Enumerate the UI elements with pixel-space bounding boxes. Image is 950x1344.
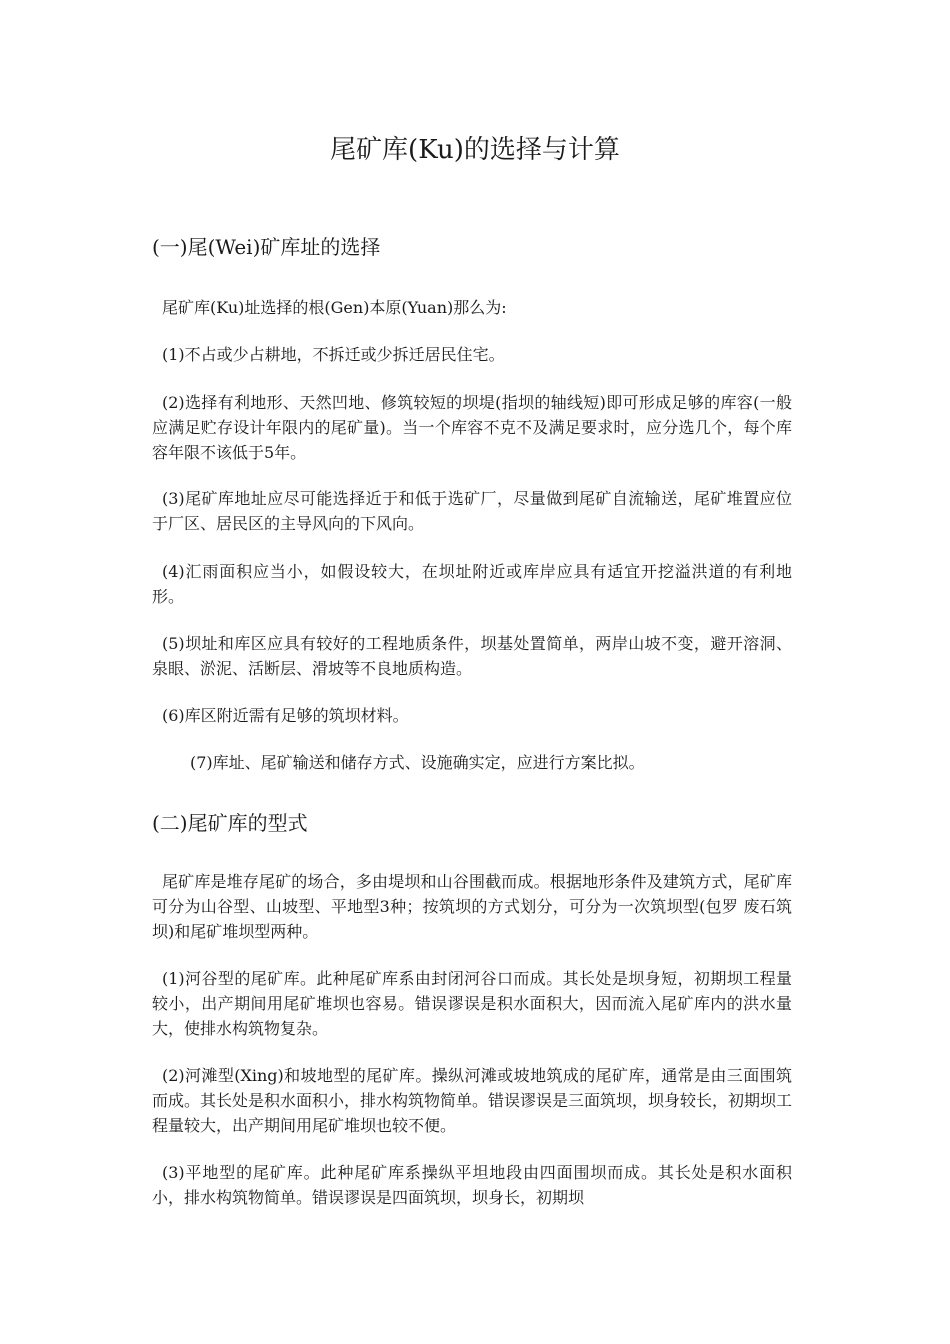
paragraph-types-intro: 尾矿库是堆存尾矿的场合，多由堤坝和山谷围截而成。根据地形条件及建筑方式，尾矿库可分为山谷型、山坡型、平地型3种；按筑坝的方式划分，可分为一次筑坝型(包罗 废石筑坝)和尾矿堆坝型两种。 bbox=[152, 872, 792, 941]
paragraph-type-valley: (1)河谷型的尾矿库。此种尾矿库系由封闭河谷口而成。其长处是坝身短，初期坝工程量较小，出产期间用尾矿堆坝也容易。错误谬误是积水面积大，因而流入尾矿库内的洪水量大，使排水构筑物复杂。 bbox=[152, 969, 792, 1038]
paragraph-principle-6: (6)库区附近需有足够的筑坝材料。 bbox=[162, 706, 409, 725]
page-title: 尾矿库(Ku)的选择与计算 bbox=[330, 135, 620, 165]
section-heading-tailings-types: (二)尾矿库的型式 bbox=[152, 811, 308, 835]
paragraph-principle-5: (5)坝址和库区应具有较好的工程地质条件，坝基处置简单，两岸山坡不变，避开溶洞、泉眼、淤泥、活断层、滑坡等不良地质构造。 bbox=[152, 634, 792, 678]
paragraph-principle-4: (4)汇雨面积应当小，如假设较大，在坝址附近或库岸应具有适宜开挖溢洪道的有利地形。 bbox=[152, 562, 792, 606]
paragraph-type-floodplain-slope: (2)河滩型(Xing)和坡地型的尾矿库。操纵河滩或坡地筑成的尾矿库，通常是由三面围筑而成。其长处是积水面积小，排水构筑物简单。错误谬误是三面筑坝，坝身较长，初期坝工程量较大，出产期间用尾矿堆坝也较不便。 bbox=[152, 1066, 793, 1135]
paragraph-site-principles-intro: 尾矿库(Ku)址选择的根(Gen)本原(Yuan)那么为: bbox=[162, 298, 507, 317]
paragraph-principle-1: (1)不占或少占耕地，不拆迁或少拆迁居民住宅。 bbox=[162, 345, 505, 364]
section-heading-site-selection: (一)尾(Wei)矿库址的选择 bbox=[152, 235, 381, 259]
paragraph-principle-7: (7)库址、尾矿输送和储存方式、设施确实定，应进行方案比拟。 bbox=[190, 753, 645, 772]
paragraph-principle-2: (2)选择有利地形、天然凹地、修筑较短的坝堤(指坝的轴线短)即可形成足够的库容(一般应满足贮存设计年限内的尾矿量)。当一个库容不克不及满足要求时，应分选几个，每个库容年限不该低于5年。 bbox=[152, 393, 792, 462]
paragraph-type-flatland: (3)平地型的尾矿库。此种尾矿库系操纵平坦地段由四面围坝而成。其长处是积水面积小，排水构筑物简单。错误谬误是四面筑坝，坝身长，初期坝 bbox=[152, 1163, 792, 1207]
paragraph-principle-3: (3)尾矿库地址应尽可能选择近于和低于选矿厂，尽量做到尾矿自流输送，尾矿堆置应位于厂区、居民区的主导风向的下风向。 bbox=[152, 489, 792, 533]
